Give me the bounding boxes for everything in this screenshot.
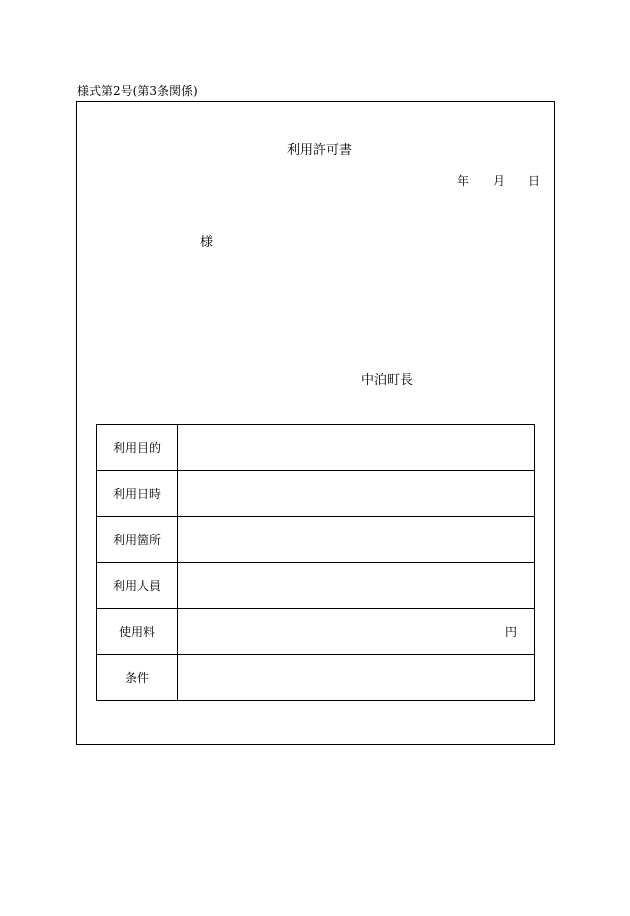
table-row <box>97 471 535 517</box>
table-row <box>97 517 535 563</box>
row-label-conditions: 条件 <box>97 655 178 701</box>
date-day-label: 日 <box>528 174 541 188</box>
table-row <box>97 609 535 655</box>
row-value-headcount[interactable] <box>178 563 535 609</box>
date-year-label: 年 <box>457 174 470 188</box>
row-value-datetime[interactable] <box>178 471 535 517</box>
row-label-headcount: 利用人員 <box>97 563 178 609</box>
row-label-purpose: 利用目的 <box>97 425 178 471</box>
details-table <box>96 424 535 701</box>
row-value-conditions[interactable] <box>178 655 535 701</box>
table-row <box>97 425 535 471</box>
form-number-label: 様式第2号(第3条関係) <box>77 84 198 98</box>
table-row <box>97 563 535 609</box>
date-month-label: 月 <box>493 174 506 188</box>
row-value-purpose[interactable] <box>178 425 535 471</box>
issuer-name: 中泊町長 <box>361 373 414 388</box>
row-value-location[interactable] <box>178 517 535 563</box>
addressee-honorific: 様 <box>200 235 214 250</box>
row-value-fee[interactable]: 円 <box>178 609 535 655</box>
table-row <box>97 655 535 701</box>
row-label-fee: 使用料 <box>97 609 178 655</box>
document-title: 利用許可書 <box>287 143 353 158</box>
row-label-datetime: 利用日時 <box>97 471 178 517</box>
row-label-location: 利用箇所 <box>97 517 178 563</box>
